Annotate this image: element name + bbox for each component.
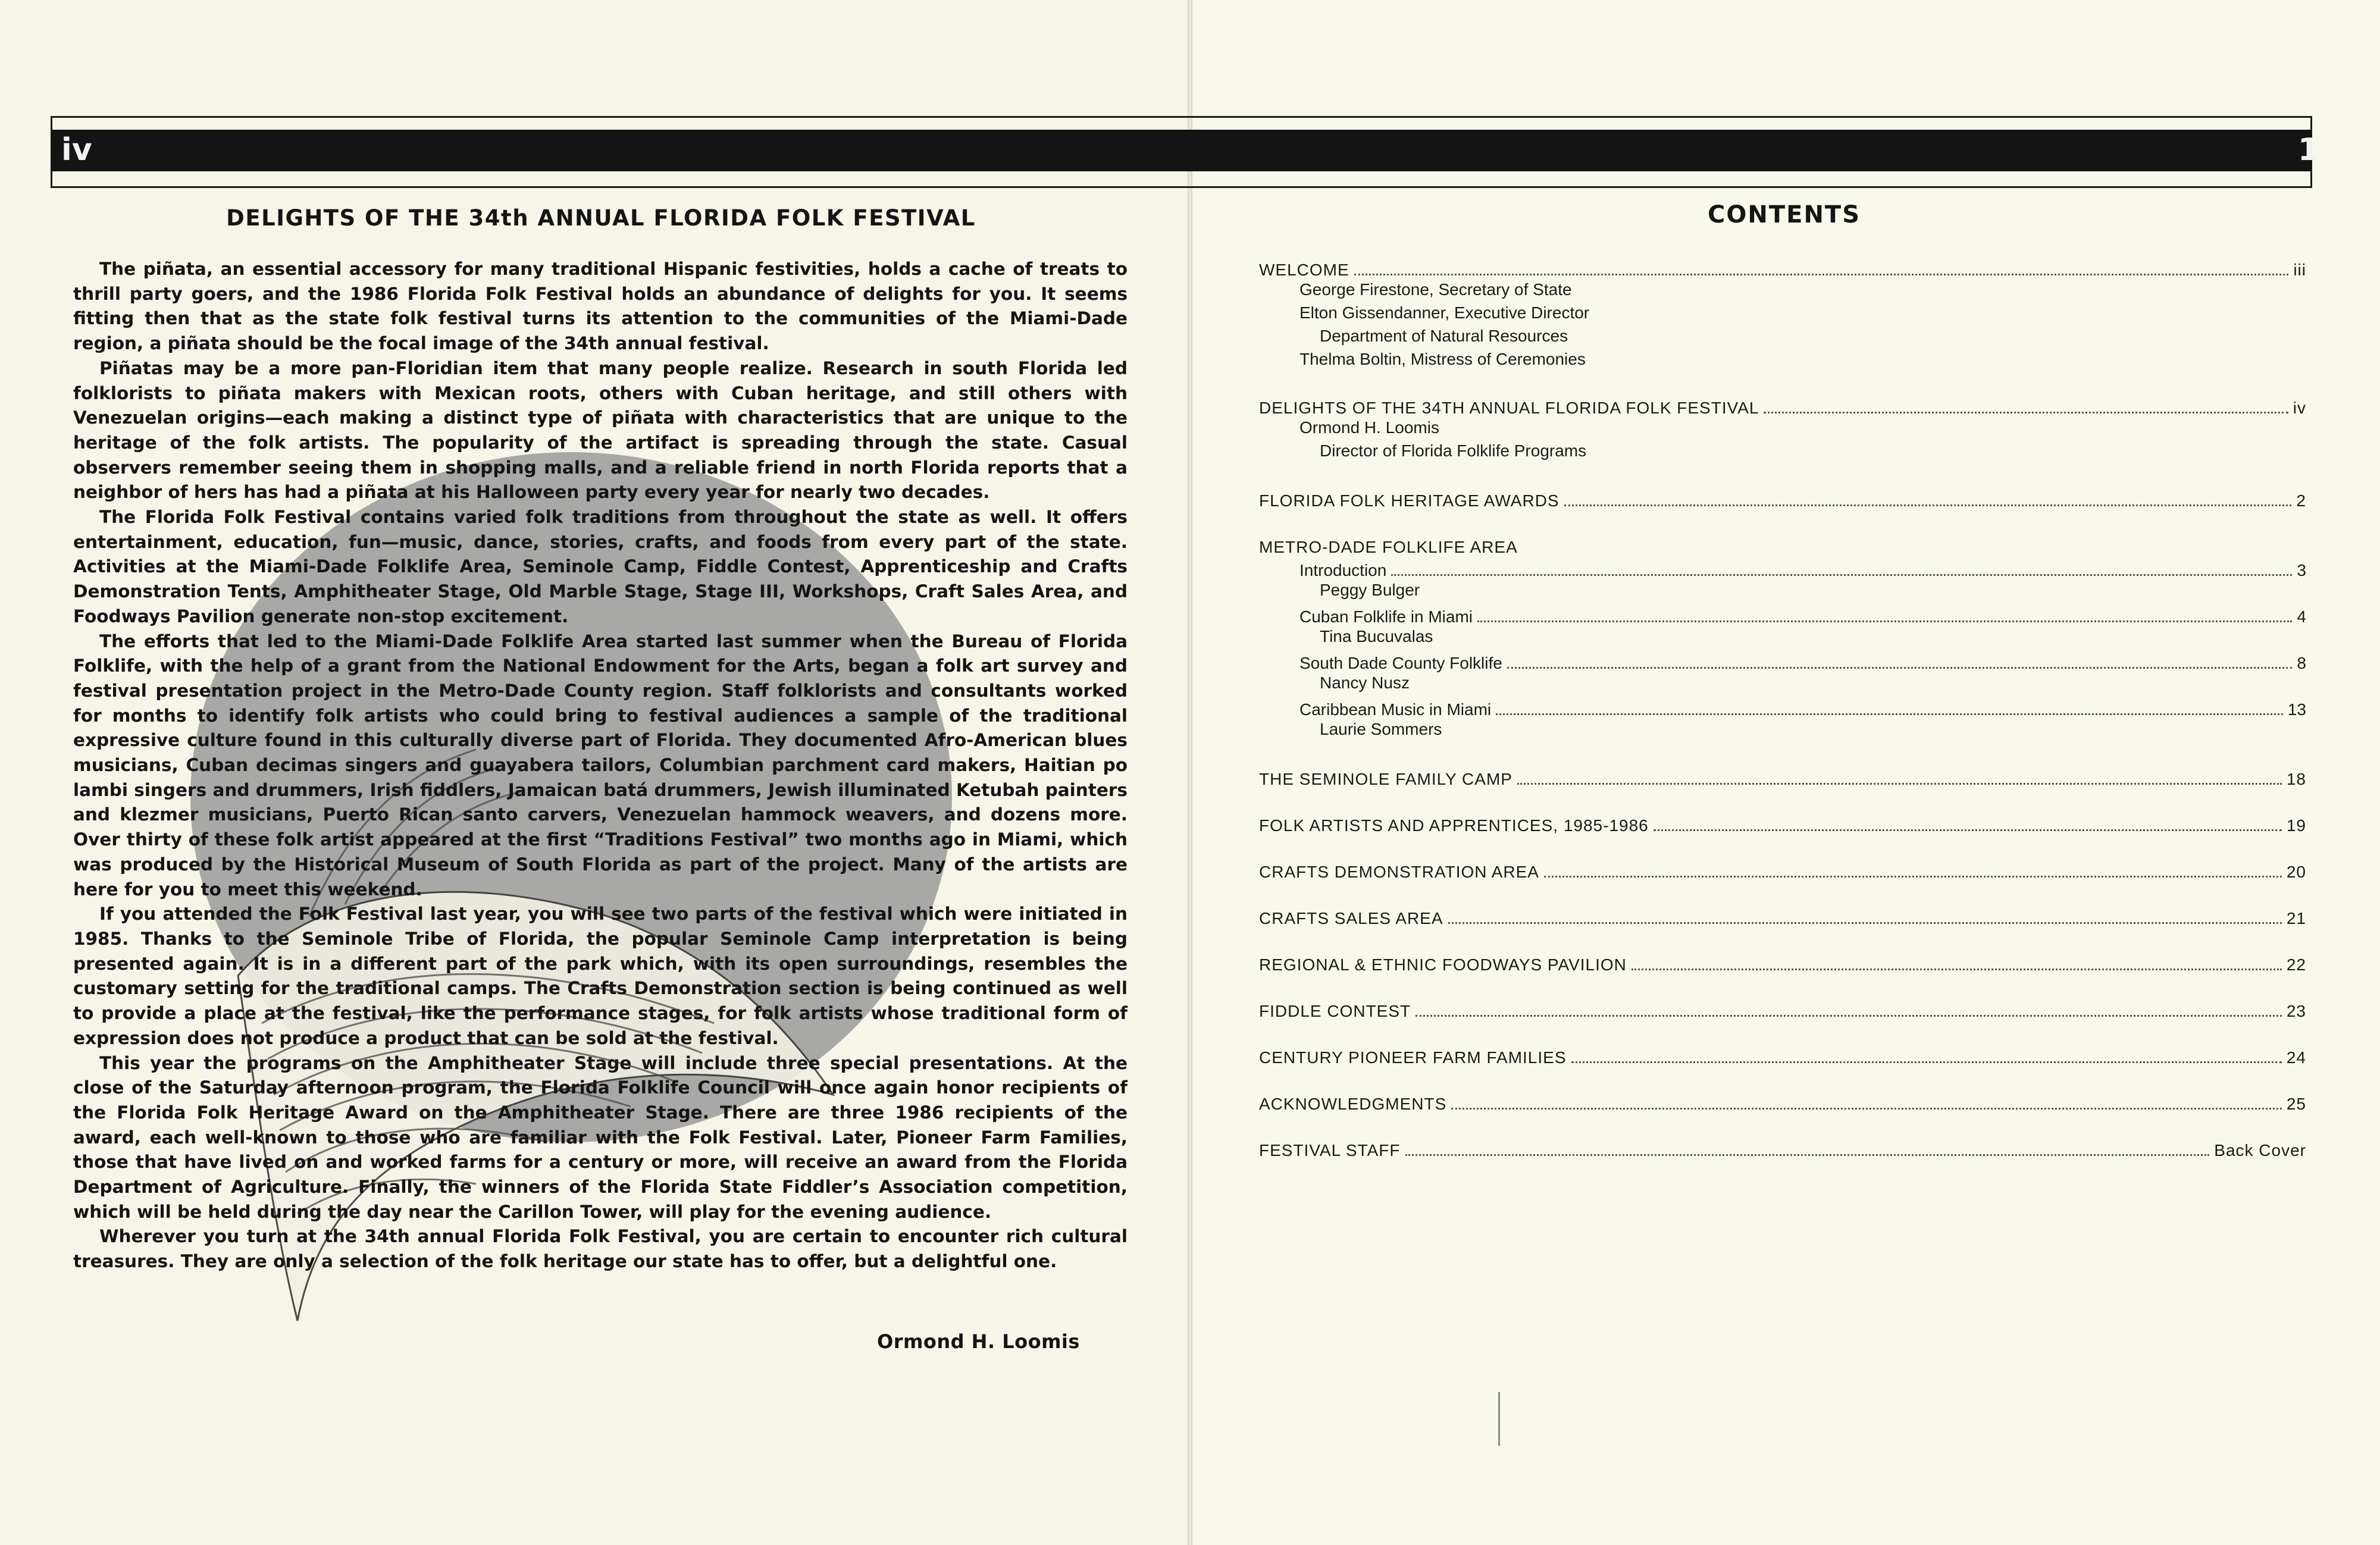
- toc-entry-title: Caribbean Music in Miami: [1299, 700, 1492, 719]
- toc-page-number: iii: [2293, 261, 2306, 279]
- toc-entry-title: CRAFTS SALES AREA: [1259, 909, 1443, 927]
- toc-entry-title: METRO-DADE FOLKLIFE AREA: [1259, 538, 1518, 556]
- toc-subline: George Firestone, Secretary of State: [1299, 280, 1572, 299]
- article-signature: Ormond H. Loomis: [877, 1330, 1080, 1353]
- toc-entry-title: South Dade County Folklife: [1299, 654, 1502, 672]
- toc-subentry-cuban-folklife: [1259, 604, 2306, 626]
- toc-subline: Director of Florida Folklife Programs: [1320, 441, 1587, 460]
- toc-entry-seminole-camp: [1259, 766, 2306, 789]
- dot-leader: [1416, 1015, 2282, 1017]
- toc-entry-title: FIDDLE CONTEST: [1259, 1002, 1411, 1020]
- article-paragraph: If you attended the Folk Festival last year, you will see two parts of the festival which were initiated in 1985. Thanks to the Seminole Tribe of Florida, the popular Seminole Camp interpretation is being presented again. It is in a different part of the park which, with its open surroundings, resembles the customary setting for the traditional camps. The Crafts Demonstration section is being continued as well to provide a place at the festival, like the performance stages, for folk artists whose traditional form of expression does not produce a product that can be sold at the festival.: [73, 904, 1128, 1048]
- toc-entry-heritage-awards: [1259, 488, 2306, 510]
- toc-entry-title: ACKNOWLEDGMENTS: [1259, 1095, 1447, 1113]
- article-paragraph: The efforts that led to the Miami-Dade Folklife Area started last summer when the Bureau of Florida Folklife, with the help of a grant from the National Endowment for the Arts, began a folk art survey and festival presentation project in the Metro-Dade County region. Staff folklorists and consultants worked for months to identify folk artists who could bring to festival audiences a sample of the traditional expressive culture found in this culturally diverse part of Florida. They documented Afro-American blues musicians, Cuban decimas singers and guayabera tailors, Columbian parchment card makers, Haitian po lambi singers and drummers, Irish fiddlers, Jamaican batá drummers, Jewish illuminated Ketubah painters and klezmer musicians, Puerto Rican santo carvers, Venezuelan hammock weavers, and dozens more. Over thirty of these folk artist appeared at the first “Traditions Festival” two months ago in Miami, which was produced by the Historical Museum of South Florida as part of the project. Many of the artists are here for you to meet this weekend.: [73, 631, 1128, 900]
- toc-page-number: 23: [2286, 1002, 2306, 1020]
- dot-leader: [1764, 412, 2288, 413]
- toc-entry-title: THE SEMINOLE FAMILY CAMP: [1259, 770, 1512, 788]
- toc-subline: Ormond H. Loomis: [1299, 418, 1439, 437]
- page-mark: [1498, 1392, 1500, 1446]
- toc-page-number: 3: [2297, 561, 2306, 579]
- toc-entry-festival-staff: [1259, 1137, 2306, 1160]
- toc-page-number: iv: [2293, 399, 2306, 417]
- toc-entry-metro-dade: [1259, 534, 2306, 557]
- page-number-right: 1: [2298, 132, 2320, 168]
- toc-subentry-south-dade: [1259, 650, 2306, 673]
- toc-page-number: 2: [2296, 491, 2306, 510]
- toc-entry-welcome: [1259, 257, 2306, 280]
- toc-page-number: 19: [2286, 816, 2306, 835]
- dot-leader: [1496, 713, 2283, 715]
- toc-entry-acknowledgments: [1259, 1091, 2306, 1114]
- toc-entry-crafts-demonstration: [1259, 859, 2306, 882]
- dot-leader: [1405, 1154, 2210, 1156]
- toc-author: Nancy Nusz: [1320, 673, 1410, 692]
- page-number-left: iv: [61, 132, 92, 168]
- dot-leader: [1448, 922, 2282, 924]
- dot-leader: [1517, 783, 2282, 785]
- dot-leader: [1631, 969, 2282, 970]
- toc-subline: Elton Gissendanner, Executive Director: [1299, 303, 1590, 322]
- toc-subentry-caribbean-music: [1259, 697, 2306, 719]
- toc-page-number: 24: [2286, 1048, 2306, 1067]
- toc-page-number: 20: [2286, 863, 2306, 881]
- dot-leader: [1391, 574, 2292, 576]
- book-gutter: [1188, 0, 1192, 1545]
- toc-entry-foodways: [1259, 952, 2306, 974]
- toc-entry-pioneer-farm: [1259, 1045, 2306, 1067]
- toc-entry-folk-artists: [1259, 813, 2306, 835]
- dot-leader: [1477, 620, 2292, 622]
- toc-author: Peggy Bulger: [1320, 581, 1420, 599]
- toc-page-number: 18: [2286, 770, 2306, 788]
- toc-entry-title: FOLK ARTISTS AND APPRENTICES, 1985-1986: [1259, 816, 1649, 835]
- toc-subentry-introduction: [1259, 557, 2306, 580]
- toc-entry-delights: [1259, 395, 2306, 418]
- toc-entry-title: CRAFTS DEMONSTRATION AREA: [1259, 863, 1539, 881]
- dot-leader: [1564, 504, 2292, 506]
- article-paragraph: The Florida Folk Festival contains varied folk traditions from throughout the state as well. It offers entertainment, education, fun—music, dance, stories, crafts, and foods from every part of the state. Activities at the Miami-Dade Folklife Area, Seminole Camp, Fiddle Contest, Apprenticeship and Crafts Demonstration Tents, Amphitheater Stage, Old Marble Stage, Stage III, Workshops, Craft Sales Area, and Foodways Pavilion generate non-stop excitement.: [73, 507, 1128, 626]
- dot-leader: [1507, 667, 2293, 669]
- toc-page-number: 21: [2286, 909, 2306, 927]
- toc-entry-title: DELIGHTS OF THE 34TH ANNUAL FLORIDA FOLK FESTIVAL: [1259, 399, 1759, 417]
- toc-page-number: 22: [2286, 955, 2306, 974]
- toc-entry-fiddle-contest: [1259, 998, 2306, 1021]
- toc-subline: Thelma Boltin, Mistress of Ceremonies: [1299, 350, 1586, 368]
- toc-entry-title: CENTURY PIONEER FARM FAMILIES: [1259, 1048, 1567, 1067]
- article-paragraph: The piñata, an essential accessory for many traditional Hispanic festivities, holds a cache of treats to thrill party goers, and the 1986 Florida Folk Festival holds an abundance of delights for you. It seems fitting then that as the state folk festival turns its attention to the communities of the Miami-Dade region, a piñata should be the focal image of the 34th annual festival.: [73, 259, 1128, 354]
- toc-author: Tina Bucuvalas: [1320, 627, 1433, 645]
- toc-page-number: 25: [2286, 1095, 2306, 1113]
- toc-entry-title: WELCOME: [1259, 261, 1349, 279]
- toc-page-number: 13: [2287, 700, 2306, 719]
- header-band: [51, 130, 2312, 171]
- toc-page-number: 8: [2297, 654, 2306, 672]
- toc-page-number: 4: [2297, 607, 2306, 626]
- toc-entry-title: FLORIDA FOLK HERITAGE AWARDS: [1259, 491, 1559, 510]
- toc-entry-crafts-sales: [1259, 905, 2306, 928]
- article-paragraph: Wherever you turn at the 34th annual Florida Folk Festival, you are certain to encounter rich cultural treasures. They are only a selection of the folk heritage our state has to offer, but a delightful one.: [73, 1226, 1128, 1272]
- article-body: [73, 257, 1128, 1274]
- dot-leader: [1654, 829, 2282, 831]
- dot-leader: [1544, 876, 2282, 878]
- toc-entry-title: REGIONAL & ETHNIC FOODWAYS PAVILION: [1259, 955, 1627, 974]
- toc-entry-title: FESTIVAL STAFF: [1259, 1141, 1401, 1159]
- toc-entry-title: Introduction: [1299, 561, 1387, 579]
- contents-title: CONTENTS: [1708, 201, 1861, 228]
- dot-leader: [1451, 1108, 2282, 1110]
- toc-subline: Department of Natural Resources: [1320, 327, 1568, 345]
- toc-page-number: Back Cover: [2214, 1141, 2306, 1159]
- dot-leader: [1354, 274, 2289, 275]
- article-paragraph: This year the programs on the Amphitheater Stage will include three special presentations. At the close of the Saturday afternoon program, the Florida Folklife Council will once again honor recipients of the Florida Folk Heritage Award on the Amphitheater Stage. There are three 1986 recipients of the award, each well-known to those who are familiar with the Folk Festival. Later, Pioneer Farm Families, those that have lived on and worked farms for a century or more, will receive an award from the Florida Department of Agriculture. Finally, the winners of the Florida State Fiddler’s Association competition, which will be held during the day near the Carillon Tower, will play for the evening audience.: [73, 1052, 1128, 1222]
- article-paragraph: Piñatas may be a more pan-Floridian item that many people realize. Research in south Florida led folklorists to piñata makers with Mexican roots, others with Cuban heritage, and still others with Venezuelan origins—each making a distinct type of piñata with characteristics that are unique to the heritage of the folk artists. The popularity of the artifact is spreading through the state. Casual observers remember seeing them in shopping malls, and a reliable friend in north Florida reports that a neighbor of hers has had a piñata at his Halloween party every year for nearly two decades.: [73, 358, 1128, 503]
- toc-entry-title: Cuban Folklife in Miami: [1299, 607, 1473, 626]
- article-title: DELIGHTS OF THE 34th ANNUAL FLORIDA FOLK FESTIVAL: [226, 205, 976, 231]
- toc-author: Laurie Sommers: [1320, 720, 1442, 738]
- dot-leader: [1571, 1061, 2282, 1063]
